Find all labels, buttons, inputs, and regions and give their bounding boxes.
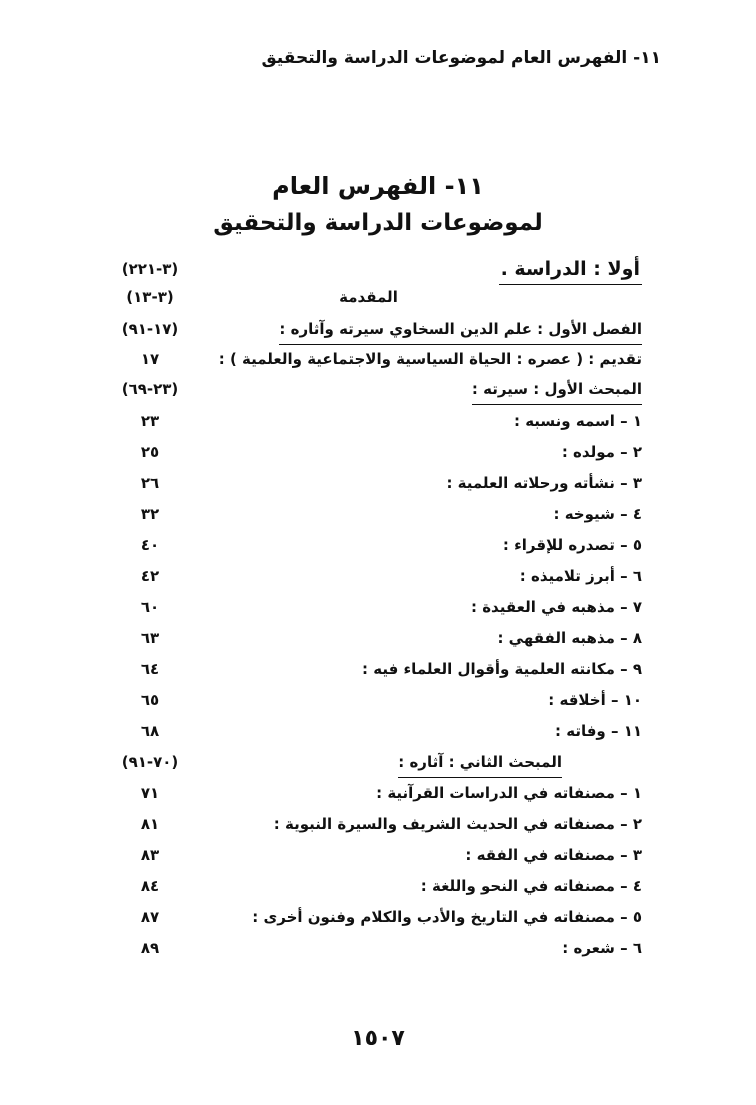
toc-entry xyxy=(95,439,642,469)
toc-entry xyxy=(95,532,642,562)
toc-entry-label: ٩ – مكانته العلمية وأقوال العلماء فيه : xyxy=(362,660,642,678)
toc-entry-section xyxy=(95,256,642,286)
toc-entry-label: ٧ – مذهبه في العقيدة : xyxy=(470,598,642,616)
toc-entry xyxy=(95,718,642,748)
toc-entry-label: ٨ – مذهبه الفقهي : xyxy=(497,629,642,647)
toc-entry xyxy=(95,842,642,872)
toc-entry-pages: ٢٦ xyxy=(140,474,160,492)
toc-entry-subchapter xyxy=(95,749,642,779)
toc-entry xyxy=(95,904,642,934)
toc-entry xyxy=(95,408,642,438)
toc-entry-pages: (١٧-٩١) xyxy=(121,320,179,338)
toc-entry-label: ٥ – تصدره للإقراء : xyxy=(502,536,642,554)
toc-entry xyxy=(95,501,642,531)
toc-entry-label: ٦ – أبرز تلاميذه : xyxy=(519,567,642,585)
toc-entry-label: المبحث الثاني : آثاره : xyxy=(398,749,562,778)
toc-entry-pages: ٢٣ xyxy=(140,412,160,430)
toc-entry-label: ٣ – نشأته ورحلاته العلمية : xyxy=(446,474,642,492)
toc-entry-pages: ٦٨ xyxy=(140,722,160,740)
toc-entry-pages: ٧١ xyxy=(140,784,160,802)
toc-entry-label: ٦ – شعره : xyxy=(562,939,642,957)
toc-entry xyxy=(95,873,642,903)
toc-entry-pages: ٦٤ xyxy=(140,660,160,678)
toc-entry-label: ٥ – مصنفاته في التاريخ والأدب والكلام وفنون أخرى : xyxy=(252,908,642,926)
toc-entry-introduction xyxy=(95,284,642,314)
toc-entry-chapter xyxy=(95,316,642,346)
toc-entry-label: ٢ – مولده : xyxy=(561,443,642,461)
toc-entry-label: ١٠ – أخلاقه : xyxy=(548,691,642,709)
toc-entry-pages: (٢٣-٦٩) xyxy=(121,380,179,398)
toc-entry xyxy=(95,563,642,593)
toc-entry-pages: ٤٠ xyxy=(140,536,160,554)
page-title: ١١- الفهرس العام xyxy=(272,172,484,200)
toc-entry-label: أولا : الدراسة . xyxy=(499,256,642,285)
toc-entry-pages: (٧٠-٩١) xyxy=(121,753,179,771)
toc-entry xyxy=(95,687,642,717)
toc-entry-pages: ٣٢ xyxy=(140,505,160,523)
toc-entry-label: المبحث الأول : سيرته : xyxy=(472,376,642,405)
toc-entry-pages: (٣-١٣) xyxy=(126,288,174,306)
toc-entry-label: ٢ – مصنفاته في الحديث الشريف والسيرة النبوية : xyxy=(273,815,642,833)
toc-entry-pages: ٨٤ xyxy=(140,877,160,895)
toc-entry xyxy=(95,811,642,841)
toc-entry-label: المقدمة xyxy=(339,288,398,306)
toc-entry-pages: ٦٥ xyxy=(140,691,160,709)
toc-entry-pages: ٨١ xyxy=(140,815,160,833)
toc-entry xyxy=(95,625,642,655)
toc-entry-pages: ٨٧ xyxy=(140,908,160,926)
toc-entry-pages: ٤٢ xyxy=(140,567,160,585)
toc-entry-label: ٤ – مصنفاته في النحو واللغة : xyxy=(420,877,642,895)
toc-entry xyxy=(95,594,642,624)
toc-entry-pages: ١٧ xyxy=(140,350,160,368)
toc-entry-pages: ٨٩ xyxy=(140,939,160,957)
toc-entry-label: تقديم : ( عصره : الحياة السياسية والاجتماعية والعلمية ) : xyxy=(218,350,642,368)
toc-entry xyxy=(95,935,642,965)
toc-entry-pages: ٨٣ xyxy=(140,846,160,864)
toc-entry-label: ٤ – شيوخه : xyxy=(553,505,642,523)
toc-entry-label: ١ – اسمه ونسبه : xyxy=(513,412,642,430)
toc-entry-pages: ٢٥ xyxy=(140,443,160,461)
toc-entry xyxy=(95,470,642,500)
toc-entry-label: الفصل الأول : علم الدين السخاوي سيرته وآثاره : xyxy=(279,316,642,345)
toc-entry xyxy=(95,656,642,686)
toc-entry-pages: ٦٣ xyxy=(140,629,160,647)
toc-entry-label: ١١ – وفاته : xyxy=(555,722,642,740)
page-subtitle: لموضوعات الدراسة والتحقيق xyxy=(213,210,543,236)
toc-entry-subchapter xyxy=(95,376,642,406)
running-head: ١١- الفهرس العام لموضوعات الدراسة والتحقيق xyxy=(261,48,661,68)
toc-entry-label: ٣ – مصنفاته في الفقه : xyxy=(465,846,642,864)
toc-entry-label: ١ – مصنفاته في الدراسات القرآنية : xyxy=(376,784,642,802)
toc-entry-pages: (٣-٢٢١) xyxy=(121,260,179,278)
toc-entry-preface xyxy=(95,346,642,376)
toc-entry-pages: ٦٠ xyxy=(140,598,160,616)
page-number: ١٥٠٧ xyxy=(351,1026,405,1051)
toc-entry xyxy=(95,780,642,810)
